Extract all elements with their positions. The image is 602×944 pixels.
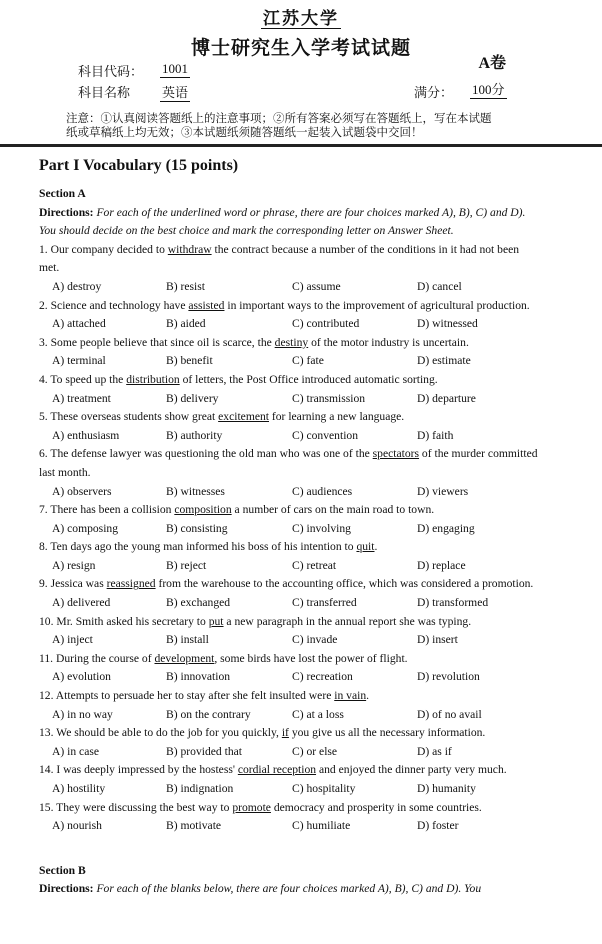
answer-option: C) at a loss [292,707,344,721]
answer-options [39,780,539,799]
underlined-word: in vain [334,689,367,703]
answer-option: C) assume [292,279,341,293]
underlined-word: put [208,614,224,628]
question-stem: 7. There has been a collision composition a number of cars on the main road to town. [39,503,435,517]
answer-option: B) aided [166,317,206,331]
answer-option: B) indignation [166,782,234,795]
underlined-word: reassigned [106,577,156,591]
underlined-word: destiny [274,335,309,349]
question-item [39,538,539,575]
answer-option: A) hostility [52,782,106,795]
answer-options [39,390,539,409]
part-title: Part I Vocabulary (15 points) [39,157,239,174]
answer-option: B) innovation [166,670,231,684]
answer-option: A) observers [52,484,112,498]
question-stem: 13. We should be able to do the job for you quickly, if you give us all the necessary information. [39,726,486,740]
question-stem: 6. The defense lawyer was questioning the old man who was one of the spectators of the murder committed last month. [39,447,538,479]
answer-option: A) in no way [52,707,113,721]
section-b-directions [39,880,539,899]
question-stem: 8. Ten days ago the young man informed his boss of his intention to quit. [39,540,378,554]
question-item [39,724,539,761]
answer-option: D) transformed [417,596,489,610]
answer-option: D) humanity [417,782,476,795]
answer-option: D) faith [417,428,454,442]
answer-option: B) exchanged [166,596,231,610]
full-score: 100分 [470,79,507,99]
question-item [39,501,539,538]
answer-option: C) humiliate [292,819,351,833]
notice-line: 注意：①认真阅读答题纸上的注意事项；②所有答案必须写在答题纸上，写在本试题 [66,113,492,125]
question-stem: 2. Science and technology have assisted in important ways to the improvement of agricultural production. [39,298,530,312]
question-stem: 1. Our company decided to withdraw the contract because a number of the conditions in it had not been met. [39,242,520,275]
underlined-word: quit [356,540,375,554]
answer-option: A) enthusiasm [52,428,120,442]
answer-option: B) install [166,633,209,647]
question-item [39,613,539,650]
answer-option: B) resist [166,279,205,293]
header-divider [0,144,602,147]
exam-header [0,0,602,143]
question-item [39,371,539,408]
subject-code-label: 科目代码： [78,64,144,79]
answer-option: D) foster [417,819,459,833]
question-stem: 10. Mr. Smith asked his secretary to put a new paragraph in the annual report she was typing. [39,614,472,628]
underlined-word: cordial reception [237,763,317,777]
question-item [39,799,539,836]
question-stem: 14. I was deeply impressed by the hostess' cordial reception and enjoyed the dinner party very much. [39,763,507,777]
answer-options [39,520,539,539]
answer-option: A) delivered [52,596,111,610]
answer-option: D) revolution [417,670,480,684]
subject-name: 英语 [160,82,190,102]
section-a-title: Section A [39,187,86,200]
question-item [39,761,539,798]
answer-options [39,278,539,297]
answer-options [39,483,539,502]
answer-options [39,557,539,576]
answer-option: C) involving [292,521,351,535]
question-stem: 11. During the course of development, some birds have lost the power of flight. [39,651,408,665]
answer-option: D) viewers [417,484,469,498]
answer-option: A) terminal [52,354,106,368]
answer-option: D) estimate [417,354,471,368]
question-stem: 3. Some people believe that since oil is scarce, the destiny of the motor industry is uncertain. [39,335,469,349]
underlined-word: distribution [126,372,180,386]
answer-option: D) replace [417,558,466,572]
answer-option: B) consisting [166,521,228,535]
answer-options [39,631,539,650]
answer-options [39,594,539,613]
answer-option: C) transmission [292,391,366,405]
underlined-word: if [281,726,289,740]
question-item [39,408,539,445]
underlined-word: development [154,651,215,665]
answer-option: D) witnessed [417,317,478,331]
directions-text: For each of the underlined word or phrase, there are four choices marked A), B), C) and D). You should decide on the best choice and mark the corresponding letter on Answer Sheet. [39,205,526,238]
answer-option: A) resign [52,558,96,572]
answer-option: C) hospitality [292,782,356,795]
subject-code: 1001 [162,61,188,76]
answer-option: C) fate [292,354,324,368]
question-item [39,445,539,501]
answer-options [39,706,539,725]
directions-text: For each of the blanks below, there are four choices marked A), B), C) and D). You [96,882,482,896]
university-name: 江苏大学 [263,9,339,28]
answer-option: A) attached [52,317,106,331]
underlined-word: spectators [372,447,420,461]
question-item [39,650,539,687]
answer-option: D) departure [417,391,476,405]
answer-option: B) provided that [166,744,242,758]
score-label: 满分： [414,85,454,100]
answer-option: C) contributed [292,317,360,331]
underlined-word: withdraw [167,242,212,256]
answer-option: D) insert [417,633,458,647]
answer-option: C) recreation [292,670,353,684]
answer-option: D) engaging [417,521,475,535]
answer-options [39,743,539,762]
answer-option: B) witnesses [166,484,225,498]
answer-options [39,315,539,334]
question-stem: 4. To speed up the distribution of letters, the Post Office introduced automatic sorting. [39,372,438,386]
answer-option: A) destroy [52,279,102,293]
paper-version: A卷 [478,55,506,72]
answer-options [39,817,539,836]
question-item [39,334,539,371]
answer-option: C) retreat [292,558,337,572]
answer-option: B) delivery [166,391,219,405]
underlined-word: promote [232,800,271,814]
answer-option: D) of no avail [417,707,482,721]
answer-options [39,668,539,687]
subject-name-label: 科目名称 [78,85,131,100]
section-b-title: Section B [39,863,86,877]
part-vocabulary [39,155,539,899]
question-item [39,297,539,334]
underlined-word: excitement [218,410,269,424]
question-stem: 12. Attempts to persuade her to stay after she felt insulted were in vain. [39,689,370,703]
exam-title: 博士研究生入学考试试题 [190,38,411,59]
answer-option: A) inject [52,633,93,647]
notice-line: 纸或草稿纸上均无效；③本试题纸须随答题纸一起装入试题袋中交回！ [66,127,423,139]
exam-notice [66,112,536,140]
answer-options [39,427,539,446]
answer-option: D) as if [417,744,452,758]
answer-option: A) treatment [52,391,111,405]
answer-option: A) nourish [52,819,102,833]
answer-option: B) authority [166,428,223,442]
answer-option: C) or else [292,744,338,758]
answer-option: C) convention [292,428,359,442]
answer-option: C) transferred [292,596,357,610]
question-stem: 5. These overseas students show great excitement for learning a new language. [39,410,405,424]
answer-option: D) cancel [417,279,462,293]
section-a-directions [39,204,539,241]
answer-option: B) on the contrary [166,707,251,721]
question-item [39,241,539,297]
answer-option: A) evolution [52,670,111,684]
question-item [39,687,539,724]
directions-label: Directions: [39,882,94,896]
question-item [39,575,539,612]
answer-options [39,352,539,371]
answer-option: C) audiences [292,484,353,498]
question-stem: 15. They were discussing the best way to promote democracy and prosperity in some countries. [39,800,482,814]
answer-option: B) motivate [166,819,222,833]
directions-label: Directions: [39,205,94,219]
answer-option: A) in case [52,744,99,758]
answer-option: A) composing [52,521,119,535]
answer-option: C) invade [292,633,338,647]
underlined-word: assisted [188,298,225,312]
answer-option: B) reject [166,558,207,572]
question-stem: 9. Jessica was reassigned from the warehouse to the accounting office, which was considered a promotion. [39,577,534,591]
question-list [39,241,539,836]
underlined-word: composition [174,503,232,517]
answer-option: B) benefit [166,354,213,368]
